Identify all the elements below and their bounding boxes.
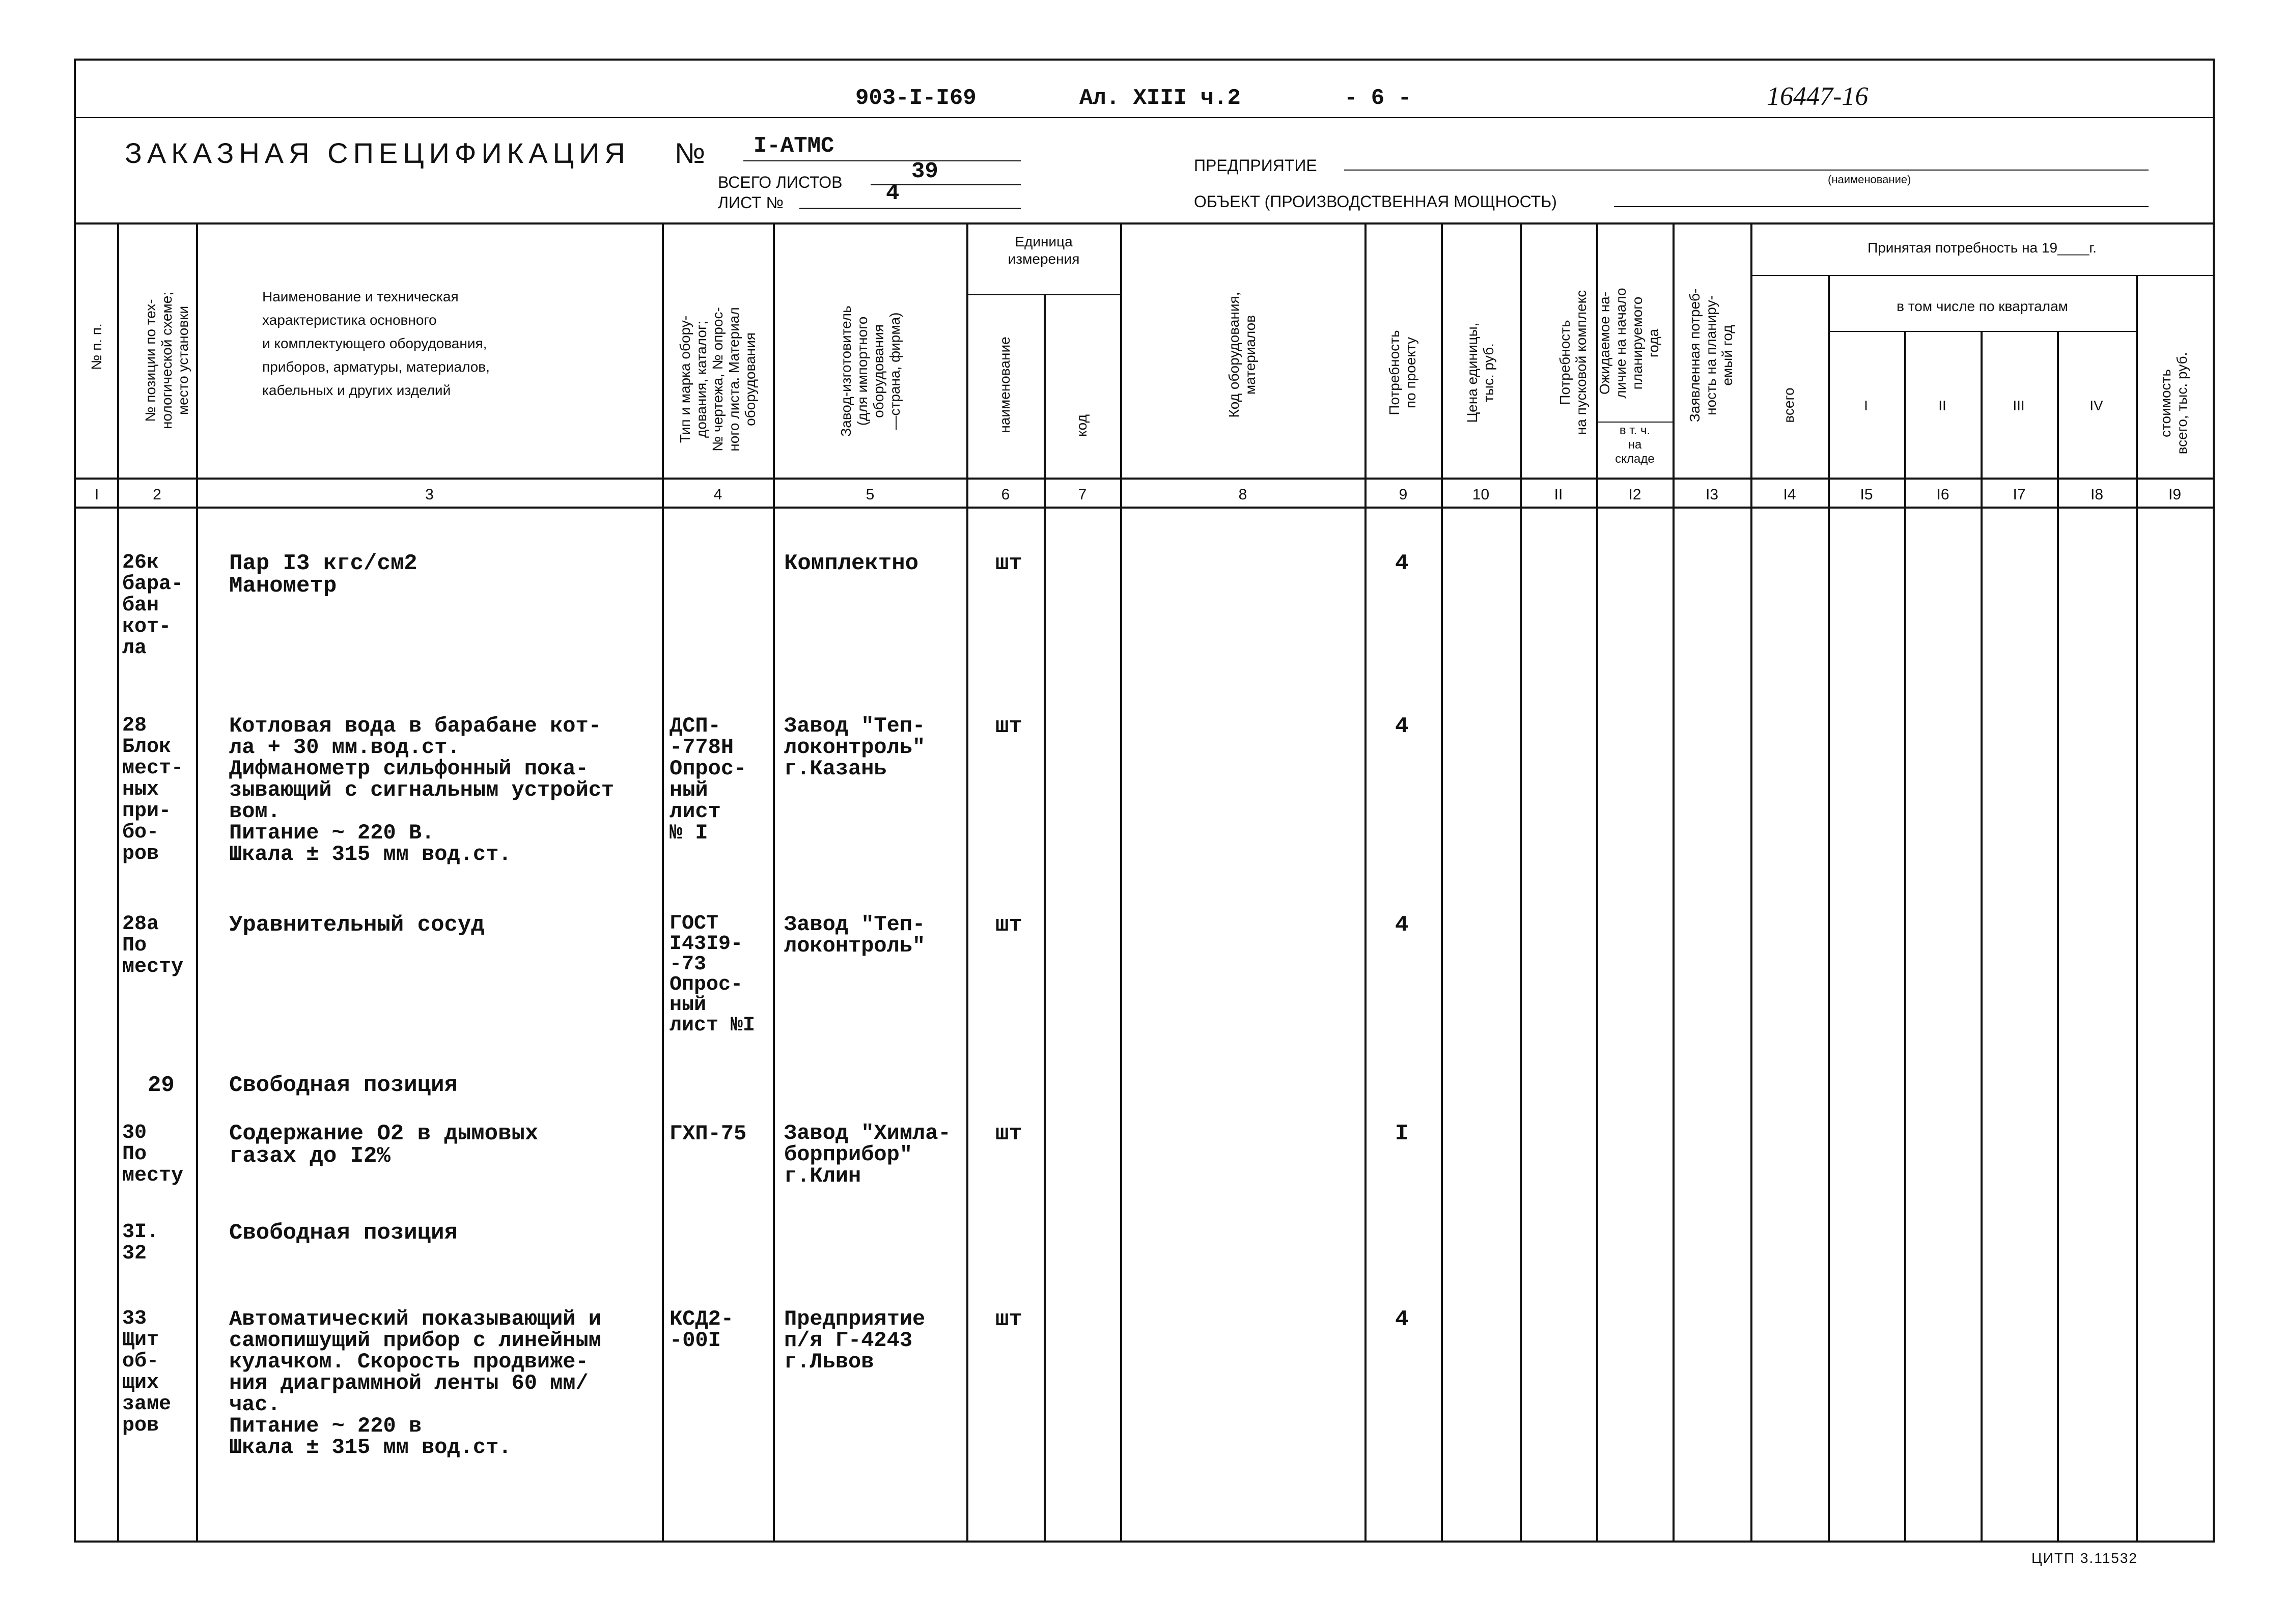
- album-label: Ал. XIII ч.2: [1079, 86, 1241, 111]
- spec-number-underline: [743, 160, 1021, 161]
- accepted-group-header: Принятая потребность на 19____г.: [1868, 240, 2097, 256]
- row-7-unit: шт: [995, 1307, 1022, 1332]
- row-3-position: 28а По месту: [122, 913, 184, 978]
- colnum-14: I4: [1783, 486, 1796, 503]
- total-sheets-label: ВСЕГО ЛИСТОВ: [718, 173, 843, 191]
- col-line-13: [1750, 222, 1752, 1541]
- col-line-16: [1981, 331, 1983, 1541]
- row-4-name: Свободная позиция: [229, 1073, 458, 1098]
- colnum-9: 9: [1399, 486, 1408, 503]
- col-header-10: Цена единицы, тыс. руб.: [1464, 322, 1496, 423]
- col-header-12: Ожидаемое на- личие на начало планируемого года: [1597, 288, 1661, 399]
- spec-title: ЗАКАЗНАЯ СПЕЦИФИКАЦИЯ: [125, 137, 630, 169]
- col-header-4: Тип и марка обору- дования, каталог; № чертежа, № опрос- ного листа. Материал оборудования: [677, 307, 758, 452]
- row-5-position: 30 По месту: [122, 1122, 184, 1187]
- sheet-label: ЛИСТ №: [718, 193, 784, 212]
- col-header-15: I: [1864, 398, 1868, 413]
- col-line-7: [1120, 222, 1122, 1541]
- object-underline: [1614, 206, 2149, 207]
- spec-number: I-АТМС: [754, 133, 834, 159]
- colnum-8: 8: [1238, 486, 1247, 503]
- row-5-unit: шт: [995, 1121, 1022, 1146]
- quarters-group-line: [1828, 331, 2136, 332]
- colnum-7: 7: [1078, 486, 1087, 503]
- col-line-18: [2136, 275, 2138, 1541]
- row-4-position: 29: [148, 1073, 175, 1098]
- header-table-top: [74, 222, 2215, 225]
- col-line-1: [117, 222, 119, 1541]
- colnum-4: 4: [713, 486, 722, 503]
- row-2-position: 28 Блок мест- ных при- бо- ров: [122, 714, 184, 865]
- row-2-maker: Завод "Теп- локонтроль" г.Казань: [784, 714, 926, 781]
- frame-bottom: [74, 1541, 2215, 1543]
- col-line-10: [1520, 222, 1522, 1541]
- colnum-5: 5: [866, 486, 875, 503]
- col-header-6: наименование: [997, 337, 1013, 433]
- project-code: 903-I-I69: [855, 86, 977, 111]
- frame-left: [74, 59, 76, 1543]
- col-header-7: код: [1074, 414, 1090, 437]
- frame-top: [74, 59, 2215, 61]
- col-line-12: [1673, 222, 1675, 1541]
- row-3-qty: 4: [1395, 912, 1409, 938]
- top-row-line: [74, 117, 2215, 118]
- footer-code: ЦИТП 3.11532: [2031, 1550, 2138, 1566]
- colnum-19: I9: [2168, 486, 2182, 503]
- col-header-19: стоимость всего, тыс. руб.: [2158, 352, 2190, 455]
- col-line-9: [1441, 222, 1443, 1541]
- col-header-1: № п. п.: [89, 323, 104, 370]
- col-header-14: всего: [1781, 387, 1797, 423]
- row-7-type: КСД2- -00I: [670, 1307, 734, 1353]
- total-sheets-value: 39: [911, 159, 938, 184]
- quarters-group-header: в том числе по кварталам: [1897, 298, 2068, 314]
- frame-right: [2213, 59, 2215, 1543]
- colnum-13: I3: [1705, 486, 1719, 503]
- col-header-18: IV: [2089, 398, 2103, 413]
- col-header-2: № позиции по тех- нологической схеме; место установки: [143, 291, 191, 430]
- object-label: ОБЪЕКТ (ПРОИЗВОДСТВЕННАЯ МОЩНОСТЬ): [1194, 192, 1557, 211]
- row-3-type: ГОСТ I43I9- -73 Опрос- ный лист №I: [670, 912, 756, 1037]
- colnum-12: I2: [1628, 486, 1641, 503]
- col-line-15: [1904, 331, 1906, 1541]
- row-3-name: Уравнительный сосуд: [229, 912, 485, 938]
- accepted-group-line: [1750, 275, 2213, 276]
- col-line-2: [196, 222, 198, 1541]
- row-1-name: Пар I3 кгс/см2 Манометр: [229, 551, 417, 599]
- col-line-4: [773, 222, 775, 1541]
- row-6-position: 3I. 32: [122, 1221, 159, 1265]
- row-7-name: Автоматический показывающий и самопишущий прибор с линейным кулачком. Скорость продвиже- ния диаграммной ленты 60 мм/ час. Питание ~ 220 в Шкала ± 315 мм вод.ст.: [229, 1307, 601, 1460]
- col-header-8: Код оборудования, материалов: [1226, 292, 1258, 418]
- col-header-13: Заявленная потреб- ность на планиру- емый год: [1687, 288, 1735, 423]
- row-6-name: Свободная позиция: [229, 1220, 458, 1246]
- col-header-16: II: [1938, 398, 1946, 413]
- enterprise-underline: [1344, 170, 2149, 171]
- row-7-position: 33 Щит об- щих заме ров: [122, 1307, 172, 1437]
- row-5-type: ГХП-75: [670, 1122, 747, 1146]
- colnum-16: I6: [1936, 486, 1949, 503]
- row-1-position: 26к бара- бан кот- ла: [122, 551, 184, 660]
- row-5-qty: I: [1395, 1121, 1409, 1146]
- page-number: - 6 -: [1344, 86, 1412, 111]
- handwritten-number: 16447-16: [1767, 82, 1869, 111]
- header-bottom-line: [74, 478, 2215, 480]
- row-5-maker: Завод "Химла- борприбор" г.Клин: [784, 1121, 951, 1188]
- colnum-bottom-line: [74, 507, 2215, 509]
- row-1-unit: шт: [995, 551, 1022, 576]
- unit-group-line: [966, 294, 1120, 295]
- col-line-8: [1364, 222, 1367, 1541]
- col-header-11: Потребность на пусковой комплекс: [1557, 290, 1589, 435]
- sheet-underline: [799, 208, 1021, 209]
- col-line-5: [966, 222, 968, 1541]
- colnum-11: II: [1554, 486, 1563, 503]
- col-header-12-sub: в т. ч. на складе: [1615, 424, 1655, 466]
- enterprise-label: ПРЕДПРИЯТИЕ: [1194, 156, 1317, 175]
- row-2-unit: шт: [995, 714, 1022, 739]
- col-line-6: [1044, 294, 1046, 1541]
- spec-number-label: №: [675, 137, 706, 169]
- row-3-unit: шт: [995, 912, 1022, 938]
- row-2-type: ДСП- -778Н Опрос- ный лист № I: [670, 714, 747, 845]
- col-line-17: [2057, 331, 2059, 1541]
- row-2-qty: 4: [1395, 714, 1409, 739]
- unit-group-header: Единица измерения: [1008, 234, 1080, 267]
- colnum-3: 3: [425, 486, 434, 503]
- colnum-17: I7: [2013, 486, 2026, 503]
- col-line-14: [1828, 275, 1830, 1541]
- row-7-qty: 4: [1395, 1307, 1409, 1332]
- colnum-15: I5: [1860, 486, 1873, 503]
- colnum-18: I8: [2090, 486, 2104, 503]
- col-header-9: Потребность по проекту: [1386, 330, 1418, 415]
- col-line-3: [662, 222, 664, 1541]
- sheet-value: 4: [886, 181, 900, 206]
- colnum-6: 6: [1001, 486, 1010, 503]
- col-header-17: III: [2013, 398, 2025, 413]
- row-5-name: Содержание O2 в дымовых газах до I2%: [229, 1121, 539, 1169]
- enterprise-sublabel: (наименование): [1828, 173, 1911, 186]
- col-header-3: Наименование и техническая характеристика основного и комплектующего оборудования, приборов, арматуры, материалов, кабельных и других изделий: [262, 289, 490, 398]
- colnum-2: 2: [153, 486, 161, 503]
- row-1-qty: 4: [1395, 551, 1409, 576]
- row-2-name: Котловая вода в барабане кот- ла + 30 мм.вод.ст. Дифманометр сильфонный пока- зывающий с сигнальным устройст вом. Питание ~ 220 В. Шкала ± 315 мм вод.ст.: [229, 714, 615, 866]
- colnum-10: 10: [1472, 486, 1490, 503]
- row-1-maker: Комплектно: [784, 551, 919, 576]
- row-3-maker: Завод "Теп- локонтроль": [784, 912, 926, 958]
- colnum-1: I: [94, 486, 99, 503]
- col-header-5: Завод-изготовитель (для импортного оборудования —страна, фирма): [838, 305, 903, 437]
- row-7-maker: Предприятие п/я Г-4243 г.Львов: [784, 1307, 926, 1374]
